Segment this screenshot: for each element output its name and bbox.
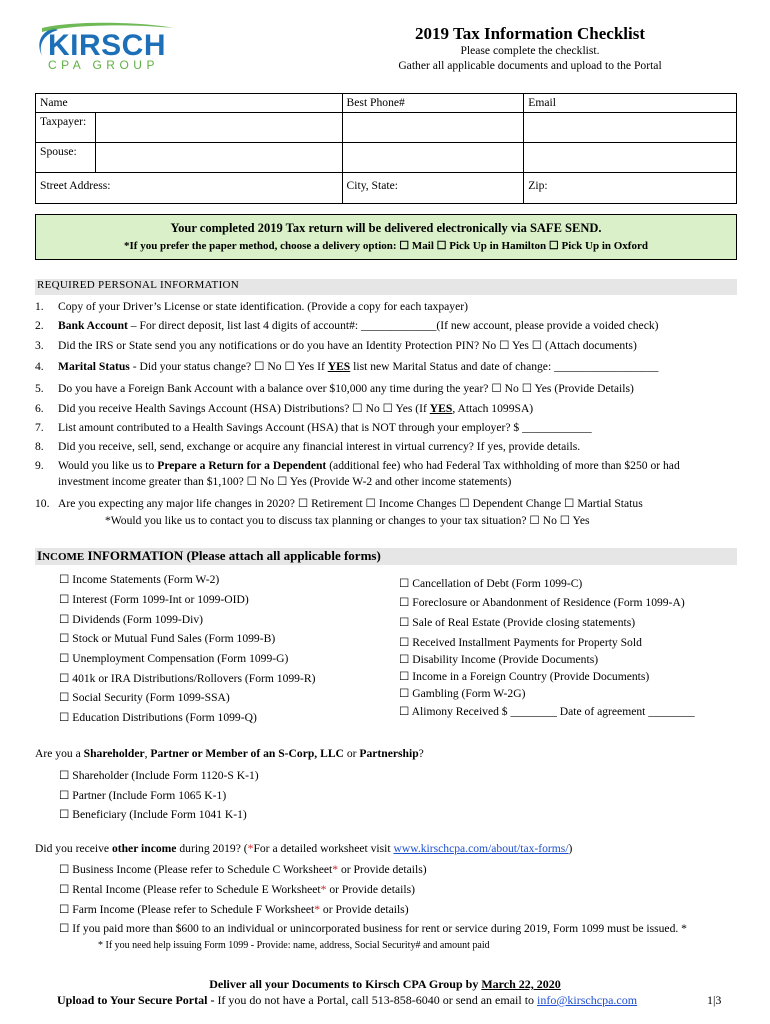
income-checkbox-left[interactable]: ☐ Stock or Mutual Fund Sales (Form 1099-B): [59, 632, 276, 645]
page-number: 1|3: [707, 993, 722, 1007]
income-info-heading: INCOME INFORMATION (Please attach all applicable forms): [35, 548, 737, 565]
zip-label: Zip:: [528, 179, 548, 192]
other-income-checkbox[interactable]: ☐ Farm Income (Please refer to Schedule F Worksheet* or Provide details): [59, 903, 409, 916]
income-checkbox-right[interactable]: ☐ Alimony Received $ ________ Date of agreement ________: [399, 705, 695, 718]
zip-field[interactable]: [524, 173, 737, 204]
income-checkbox-left[interactable]: ☐ Dividends (Form 1099-Div): [59, 613, 204, 626]
taxpayer-label: Taxpayer:: [36, 113, 96, 143]
income-checkbox-left[interactable]: ☐ Education Distributions (Form 1099-Q): [59, 711, 257, 724]
required-info-heading: REQUIRED PERSONAL INFORMATION: [35, 279, 737, 295]
upload-notice: Upload to Your Secure Portal - If you do not have a Portal, call 513-858-6040 or send an email to info@kirschcpa.com: [57, 993, 638, 1007]
delivery-notice: [35, 214, 737, 260]
income-checkbox-left[interactable]: ☐ Income Statements (Form W-2): [59, 573, 220, 586]
kirsch-logo: [34, 22, 184, 76]
income-checkbox-left[interactable]: ☐ Interest (Form 1099-Int or 1099-OID): [59, 593, 249, 606]
street-address-field[interactable]: [36, 173, 343, 204]
income-checkbox-right[interactable]: ☐ Income in a Foreign Country (Provide Documents): [399, 670, 650, 683]
income-checkbox-right[interactable]: ☐ Received Installment Payments for Property Sold: [399, 636, 642, 649]
page-subtitle-1: Please complete the checklist.: [460, 44, 600, 57]
income-checkbox-right[interactable]: ☐ Foreclosure or Abandonment of Residence (Form 1099-A): [399, 596, 685, 609]
logo-subtitle: CPA GROUP: [48, 58, 159, 72]
deadline-notice: Deliver all your Documents to Kirsch CPA Group by March 22, 2020: [209, 977, 561, 991]
delivery-line-1: Your completed 2019 Tax return will be delivered electronically via SAFE SEND.: [170, 221, 602, 235]
city-state-label: City, State:: [346, 179, 398, 192]
taxpayer-name-field[interactable]: [95, 113, 342, 143]
contact-info-table: [35, 93, 737, 204]
planning-contact-question[interactable]: *Would you like us to contact you to discuss tax planning or changes to your tax situation? ☐ No ☐ Yes: [105, 514, 590, 527]
spouse-name-field[interactable]: [95, 143, 342, 173]
logo-word: KIRSCH: [48, 29, 167, 62]
street-address-label: Street Address:: [40, 179, 111, 192]
scorp-checkbox[interactable]: ☐ Partner (Include Form 1065 K-1): [59, 789, 227, 802]
list-item-continuation[interactable]: investment income greater than $1,100? ☐ No ☐ Yes (Provide W-2 and other income statements): [58, 475, 512, 488]
email-link[interactable]: info@kirschcpa.com: [537, 993, 638, 1007]
spouse-phone-field[interactable]: [342, 143, 524, 173]
email-header: Email: [524, 94, 737, 113]
income-checkbox-right[interactable]: ☐ Gambling (Form W-2G): [399, 687, 526, 700]
page-subtitle-2: Gather all applicable documents and upload to the Portal: [398, 59, 662, 72]
other-income-checkbox[interactable]: ☐ Rental Income (Please refer to Schedule E Worksheet* or Provide details): [59, 883, 415, 896]
income-checkbox-right[interactable]: ☐ Disability Income (Provide Documents): [399, 653, 599, 666]
page-title: 2019 Tax Information Checklist: [415, 24, 645, 43]
tax-forms-link[interactable]: www.kirschcpa.com/about/tax-forms/: [393, 842, 569, 855]
delivery-options[interactable]: *If you prefer the paper method, choose a delivery option: ☐ Mail ☐ Pick Up in Hamilton ☐ Pick Up in Oxford: [124, 240, 648, 252]
city-state-field[interactable]: [342, 173, 524, 204]
scorp-checkbox[interactable]: ☐ Beneficiary (Include Form 1041 K-1): [59, 808, 247, 821]
other-income-question: Did you receive other income during 2019? (*For a detailed worksheet visit www.kirschcpa.com/about/tax-forms/): [35, 842, 573, 855]
taxpayer-email-field[interactable]: [524, 113, 737, 143]
income-checkbox-left[interactable]: ☐ Social Security (Form 1099-SSA): [59, 691, 230, 704]
taxpayer-phone-field[interactable]: [342, 113, 524, 143]
income-checkbox-left[interactable]: ☐ 401k or IRA Distributions/Rollovers (Form 1099-R): [59, 672, 316, 685]
income-checkbox-right[interactable]: ☐ Cancellation of Debt (Form 1099-C): [399, 577, 583, 590]
form-1099-checkbox[interactable]: ☐ If you paid more than $600 to an individual or unincorporated business for rent or service during 2019, Form 1099 must be issued. *: [59, 922, 687, 935]
other-income-checkbox[interactable]: ☐ Business Income (Please refer to Schedule C Worksheet* or Provide details): [59, 863, 427, 876]
income-checkbox-left[interactable]: ☐ Unemployment Compensation (Form 1099-G): [59, 652, 289, 665]
name-header: Name: [36, 94, 343, 113]
scorp-checkbox[interactable]: ☐ Shareholder (Include Form 1120-S K-1): [59, 769, 259, 782]
phone-header: Best Phone#: [342, 94, 524, 113]
spouse-email-field[interactable]: [524, 143, 737, 173]
scorp-question: Are you a Shareholder, Partner or Member of an S-Corp, LLC or Partnership?: [35, 747, 424, 760]
income-checkbox-right[interactable]: ☐ Sale of Real Estate (Provide closing statements): [399, 616, 636, 629]
form-1099-footnote: * If you need help issuing Form 1099 - Provide: name, address, Social Security# and amount paid: [98, 940, 490, 951]
spouse-label: Spouse:: [36, 143, 96, 173]
